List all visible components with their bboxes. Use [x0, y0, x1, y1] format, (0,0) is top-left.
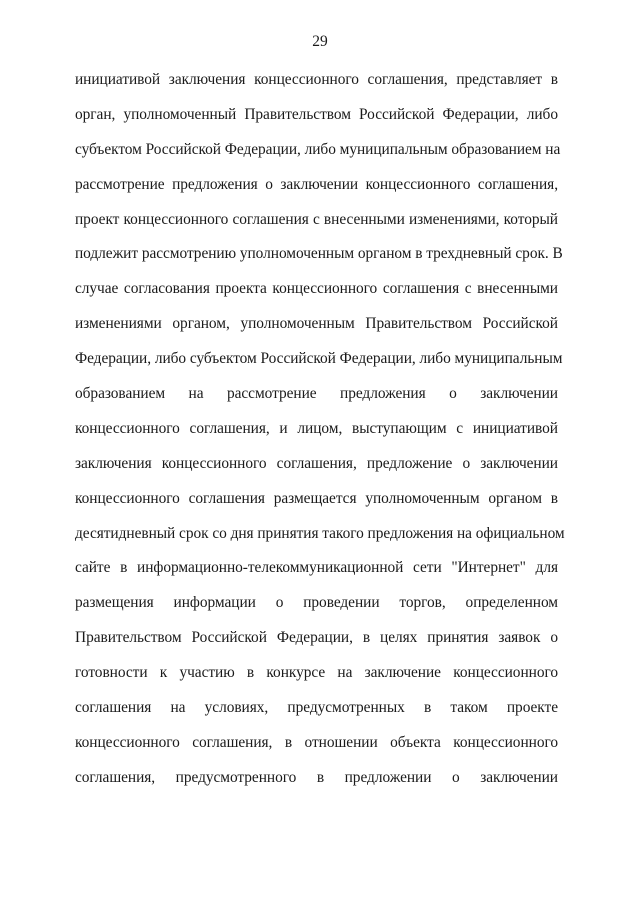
- text-line: сайте в информационно-телекоммуникационной сети "Интернет" для: [75, 559, 558, 577]
- text-line: концессионного соглашения, в отношении объекта концессионного: [75, 733, 558, 751]
- text-line: готовности к участию в конкурсе на заключение концессионного: [75, 664, 558, 682]
- text-line: соглашения, предусмотренного в предложении о заключении: [75, 768, 558, 786]
- text-line: случае согласования проекта концессионного соглашения с внесенными: [75, 280, 558, 298]
- text-line: Правительством Российской Федерации, в целях принятия заявок о: [75, 629, 558, 647]
- text-line: образованием на рассмотрение предложения о заключении: [75, 385, 558, 403]
- page-number: 29: [312, 33, 328, 50]
- text-line: заключения концессионного соглашения, предложение о заключении: [75, 454, 558, 472]
- text-line: соглашения на условиях, предусмотренных в таком проекте: [75, 699, 558, 717]
- text-line: концессионного соглашения размещается уполномоченным органом в: [75, 489, 558, 507]
- text-line: концессионного соглашения, и лицом, выступающим с инициативой: [75, 419, 558, 437]
- text-line: орган, уполномоченный Правительством Российской Федерации, либо: [75, 105, 558, 123]
- body-paragraph: [75, 63, 565, 796]
- text-line: проект концессионного соглашения с внесенными изменениями, который: [75, 210, 558, 228]
- text-line: субъектом Российской Федерации, либо муниципальным образованием на: [75, 140, 561, 158]
- text-line: Федерации, либо субъектом Российской Федерации, либо муниципальным: [75, 350, 563, 368]
- text-line: изменениями органом, уполномоченным Правительством Российской: [75, 315, 558, 333]
- text-line: рассмотрение предложения о заключении концессионного соглашения,: [75, 175, 558, 193]
- text-line: десятидневный срок со дня принятия такого предложения на официальном: [75, 524, 565, 542]
- text-line: подлежит рассмотрению уполномоченным органом в трехдневный срок. В: [75, 245, 563, 263]
- text-line: размещения информации о проведении торгов, определенном: [75, 594, 558, 612]
- text-line: инициативой заключения концессионного соглашения, представляет в: [75, 71, 558, 88]
